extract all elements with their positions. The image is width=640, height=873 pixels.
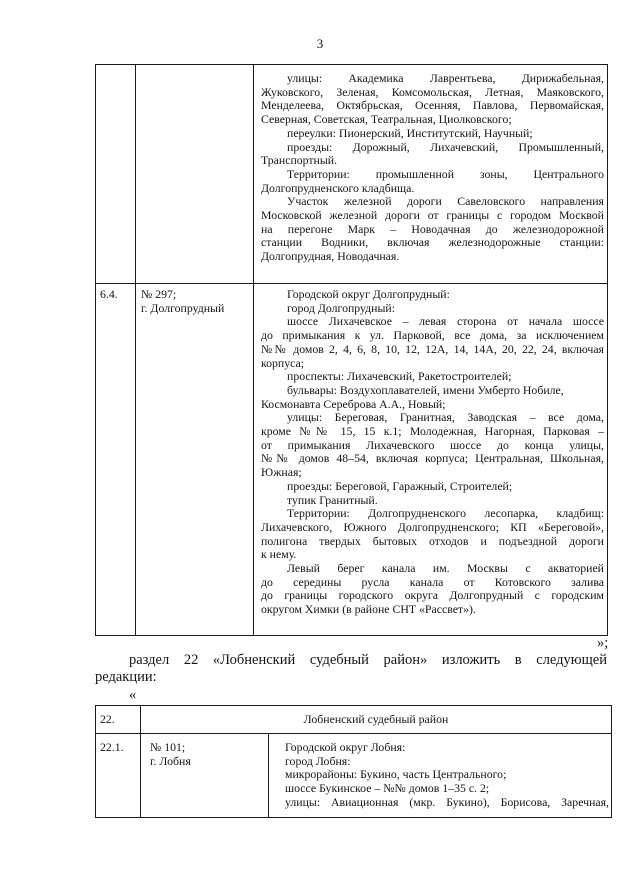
closing-quote: »;	[597, 635, 609, 651]
table-border	[95, 705, 96, 818]
table-border	[95, 635, 607, 636]
text-line: корпуса;	[261, 355, 305, 370]
table-border	[611, 705, 612, 818]
opening-quote: «	[129, 687, 137, 703]
text-line: бульвары: Воздухоплавателей, имени Умберто Нобиле,	[287, 382, 564, 397]
text-line: Южная;	[261, 465, 302, 480]
district-description	[285, 741, 609, 810]
text-line: микрорайоны: Букино, часть Центрального;	[285, 767, 507, 782]
text-line: проезды: Дорожный, Лихачевский, Промышленный,	[287, 139, 604, 154]
text-line: Жуковского, Зеленая, Комсомольская, Летная, Маяковского,	[261, 84, 604, 99]
text-line: город Лобня:	[285, 753, 351, 768]
table-border	[268, 733, 269, 818]
text-line: улицы: Академика Лаврентьева, Дирижабельная,	[287, 71, 604, 85]
text-line: шоссе Букинское – №№ домов 1–35 с. 2;	[285, 781, 490, 796]
text-line: Долгопрудненского кладбища.	[261, 180, 415, 195]
text-line: до границы городского округа Долгопрудный с городским	[261, 588, 604, 603]
page-number: 3	[316, 36, 324, 51]
text-line: шоссе Лихачевское – левая сторона от начала шоссе	[287, 314, 604, 329]
text-line: округом Химки (в районе СНТ «Рассвет»).	[261, 602, 476, 617]
station-city: г. Долгопрудный	[141, 300, 225, 315]
text-line: Менделеева, Октябрьская, Осенняя, Павлова, Первомайская,	[261, 98, 604, 113]
text-line: Территории: Долгопрудненского лесопарка, кладбищ:	[287, 506, 604, 521]
table-border	[95, 64, 96, 636]
table-border	[607, 64, 608, 636]
station-cell	[150, 741, 265, 768]
district-description	[261, 288, 604, 617]
section-title: Лобненский судебный район	[303, 712, 449, 726]
paragraph-line: редакции:	[95, 669, 157, 685]
paragraph-line: раздел 22 «Лобненский судебный район» изложить в следующей	[129, 652, 607, 668]
row-number: 6.4.	[100, 287, 118, 301]
district-description	[261, 72, 604, 264]
table-border	[95, 817, 611, 818]
table-border	[95, 705, 611, 706]
text-line: Лихачевского, Южного Долгопрудненского; КП «Береговой»,	[261, 519, 604, 534]
text-line: город Долгопрудный:	[287, 300, 396, 315]
row-number: 22.1.	[100, 740, 124, 754]
section-number: 22.	[100, 712, 115, 726]
text-line: тупик Гранитный.	[287, 492, 378, 507]
station-number: № 101;	[150, 740, 186, 754]
text-line: полигона твердых бытовых отходов и подъездной дороги	[261, 533, 604, 548]
text-line: №№ домов 48–54, включая корпуса; Центральная, Школьная,	[261, 451, 604, 466]
text-line: от примыкания Лихачевского шоссе до конца улицы,	[261, 437, 604, 452]
text-line: Городской округ Лобня:	[285, 740, 406, 754]
table-border	[253, 64, 254, 636]
text-line: Участок железной дороги Савеловского направления	[287, 194, 604, 209]
text-line: к нему.	[261, 547, 297, 562]
station-cell	[141, 288, 251, 315]
table-border	[135, 64, 136, 636]
text-line: Городской округ Долгопрудный:	[287, 287, 450, 301]
text-line: на перегоне Марк – Новодачная до железнодорожной	[261, 221, 604, 236]
table-border	[95, 64, 607, 65]
text-line: проезды: Береговой, Гаражный, Строителей;	[287, 478, 513, 493]
text-line: Московской железной дороги от границы с городом Москвой	[261, 208, 604, 223]
text-line: Долгопрудная, Новодачная.	[261, 249, 400, 264]
text-line: до середины русла канала от Котовского залива	[261, 574, 604, 589]
table-border	[95, 283, 607, 284]
table-border	[95, 733, 611, 734]
text-line: до примыкания к ул. Парковой, все дома, за исключением	[261, 328, 604, 343]
station-number: № 297;	[141, 287, 177, 301]
text-line: переулки: Пионерский, Институтский, Научный;	[287, 125, 533, 140]
text-line: Территории: промышленной зоны, Центрального	[287, 166, 604, 181]
text-line: проспекты: Лихачевский, Ракетостроителей;	[287, 369, 512, 384]
text-line: Космонавта Сереброва А.А., Новый;	[261, 396, 446, 411]
text-line: Северная, Советская, Театральная, Циолковского;	[261, 112, 512, 127]
text-line: улицы: Авиационная (мкр. Букино), Борисова, Заречная,	[285, 794, 609, 809]
text-line: станции Водники, включая железнодорожные станции:	[261, 235, 604, 250]
paragraph	[95, 652, 607, 686]
station-city: г. Лобня	[150, 753, 191, 768]
text-line: Транспортный.	[261, 153, 338, 168]
text-line: Левый берег канала им. Москвы с акваторией	[287, 561, 604, 576]
text-line: улицы: Береговая, Гранитная, Заводская – все дома,	[287, 410, 604, 425]
text-line: №№ домов 2, 4, 6, 8, 10, 12, 12А, 14, 14А, 20, 22, 24, включая	[261, 341, 604, 356]
text-line: кроме №№ 15, 15 к.1; Молодежная, Нагорная, Парковая –	[261, 424, 604, 439]
